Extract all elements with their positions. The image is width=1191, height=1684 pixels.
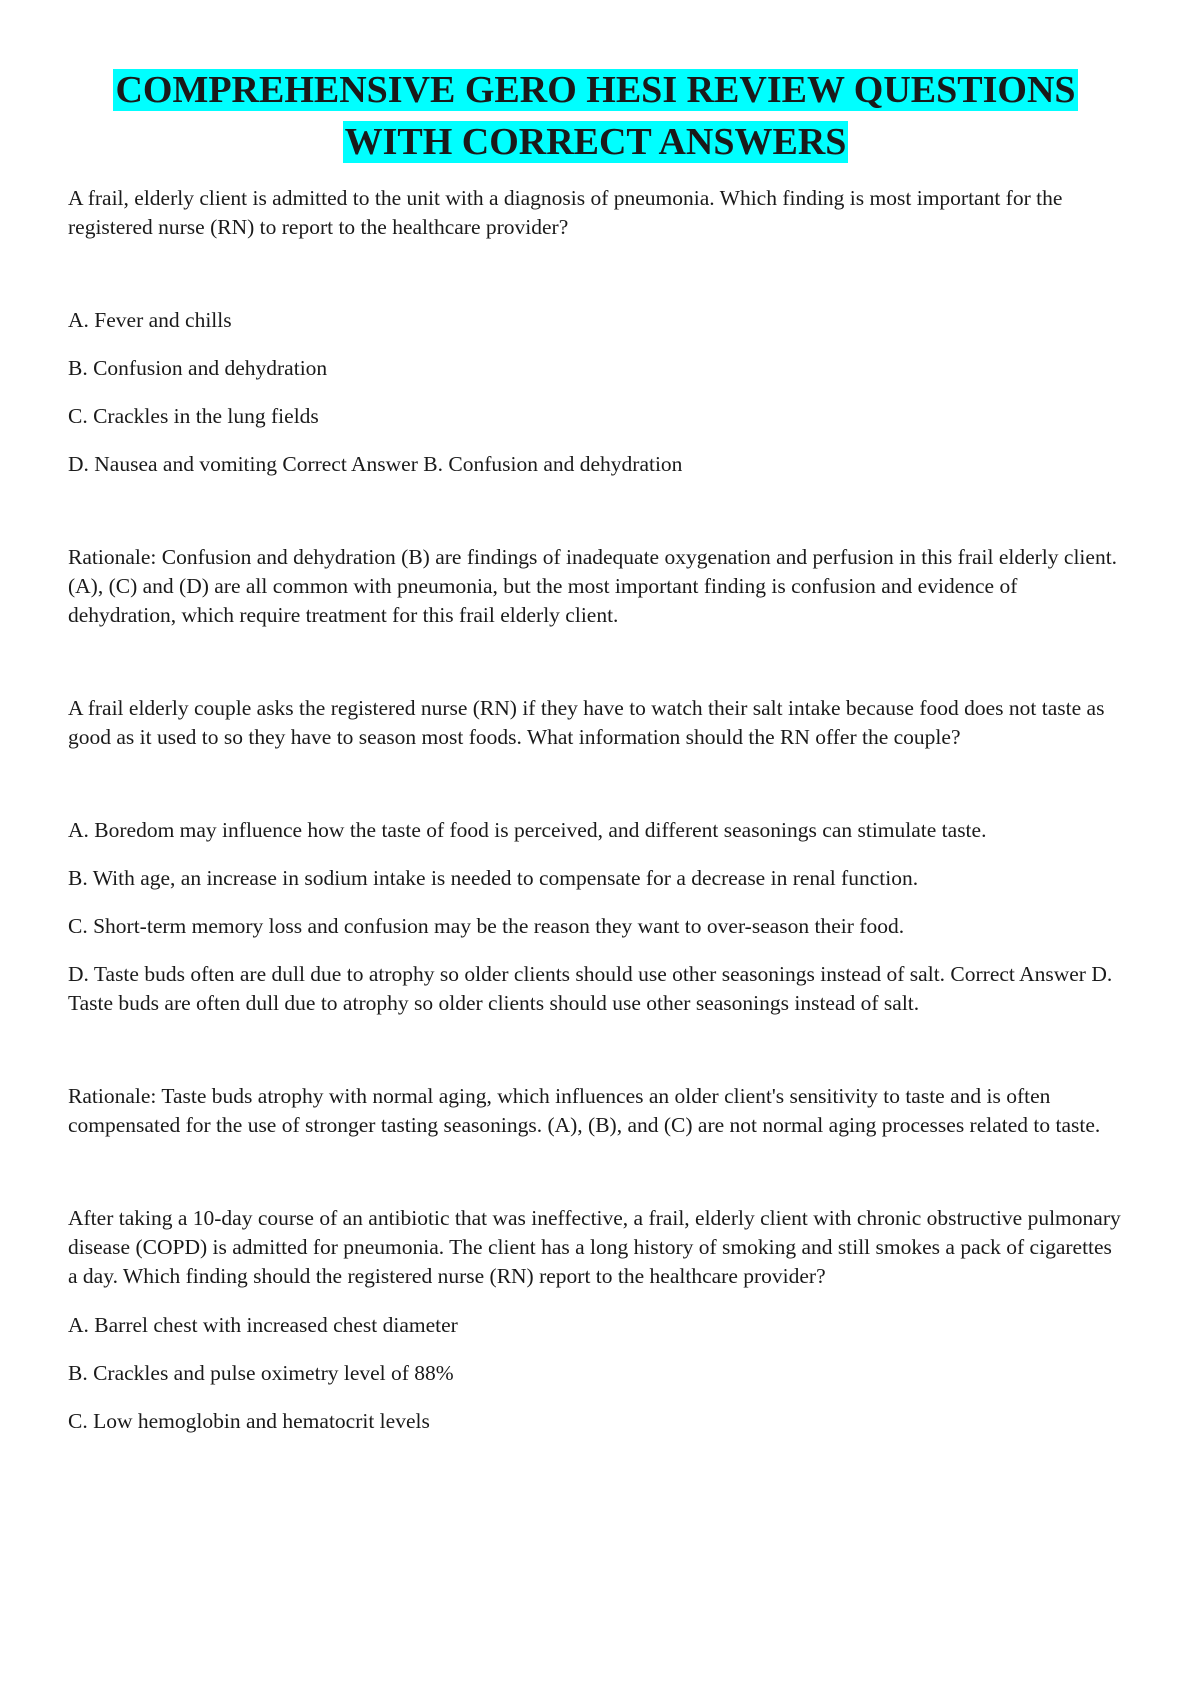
q1-question: A frail, elderly client is admitted to the unit with a diagnosis of pneumonia. Which finding is most important for the registered nurse (RN) to report to the healthcare provider?	[68, 186, 1063, 239]
q2-option-b: B. With age, an increase in sodium intake is needed to compensate for a decrease in renal function.	[68, 866, 919, 890]
q3-option-c: C. Low hemoglobin and hematocrit levels	[68, 1409, 430, 1433]
q3-option-a: A. Barrel chest with increased chest diameter	[68, 1313, 458, 1337]
q1-option-b: B. Confusion and dehydration	[68, 356, 328, 380]
q1-rationale: Rationale: Confusion and dehydration (B) are findings of inadequate oxygenation and perfusion in this frail elderly client. (A), (C) and (D) are all common with pneumonia, but the most important finding is confusion and evidence of dehydration, which require treatment for this frail elderly client.	[68, 545, 1118, 627]
q1-option-a: A. Fever and chills	[68, 308, 232, 332]
q1-option-d: D. Nausea and vomiting Correct Answer B. Confusion and dehydration	[68, 452, 683, 476]
title-line-1: COMPREHENSIVE GERO HESI REVIEW QUESTIONS	[115, 69, 1076, 111]
q2-option-c: C. Short-term memory loss and confusion may be the reason they want to over-season their food.	[68, 914, 905, 938]
q2-option-a: A. Boredom may influence how the taste of food is perceived, and different seasonings can stimulate taste.	[68, 818, 987, 842]
q3-option-b: B. Crackles and pulse oximetry level of 88%	[68, 1361, 454, 1385]
document-title	[68, 64, 1123, 168]
q2-option-d: D. Taste buds often are dull due to atrophy so older clients should use other seasonings instead of salt. Correct Answer D. Taste buds are often dull due to atrophy so older clients should use other seasonings instead of salt.	[68, 962, 1113, 1015]
title-line-2: WITH CORRECT ANSWERS	[344, 121, 847, 163]
q2-question: A frail elderly couple asks the registered nurse (RN) if they have to watch their salt intake because food does not taste as good as it used to so they have to season most foods. What information should the RN offer the couple?	[68, 696, 1105, 749]
q2-rationale: Rationale: Taste buds atrophy with normal aging, which influences an older client's sensitivity to taste and is often compensated for the use of stronger tasting seasonings. (A), (B), and (C) are not normal aging processes related to taste.	[68, 1084, 1101, 1137]
q1-option-c: C. Crackles in the lung fields	[68, 404, 319, 428]
q3-question: After taking a 10-day course of an antibiotic that was ineffective, a frail, elderly client with chronic obstructive pulmonary disease (COPD) is admitted for pneumonia. The client has a long history of smoking and still smokes a pack of cigarettes a day. Which finding should the registered nurse (RN) report to the healthcare provider?	[68, 1206, 1121, 1288]
